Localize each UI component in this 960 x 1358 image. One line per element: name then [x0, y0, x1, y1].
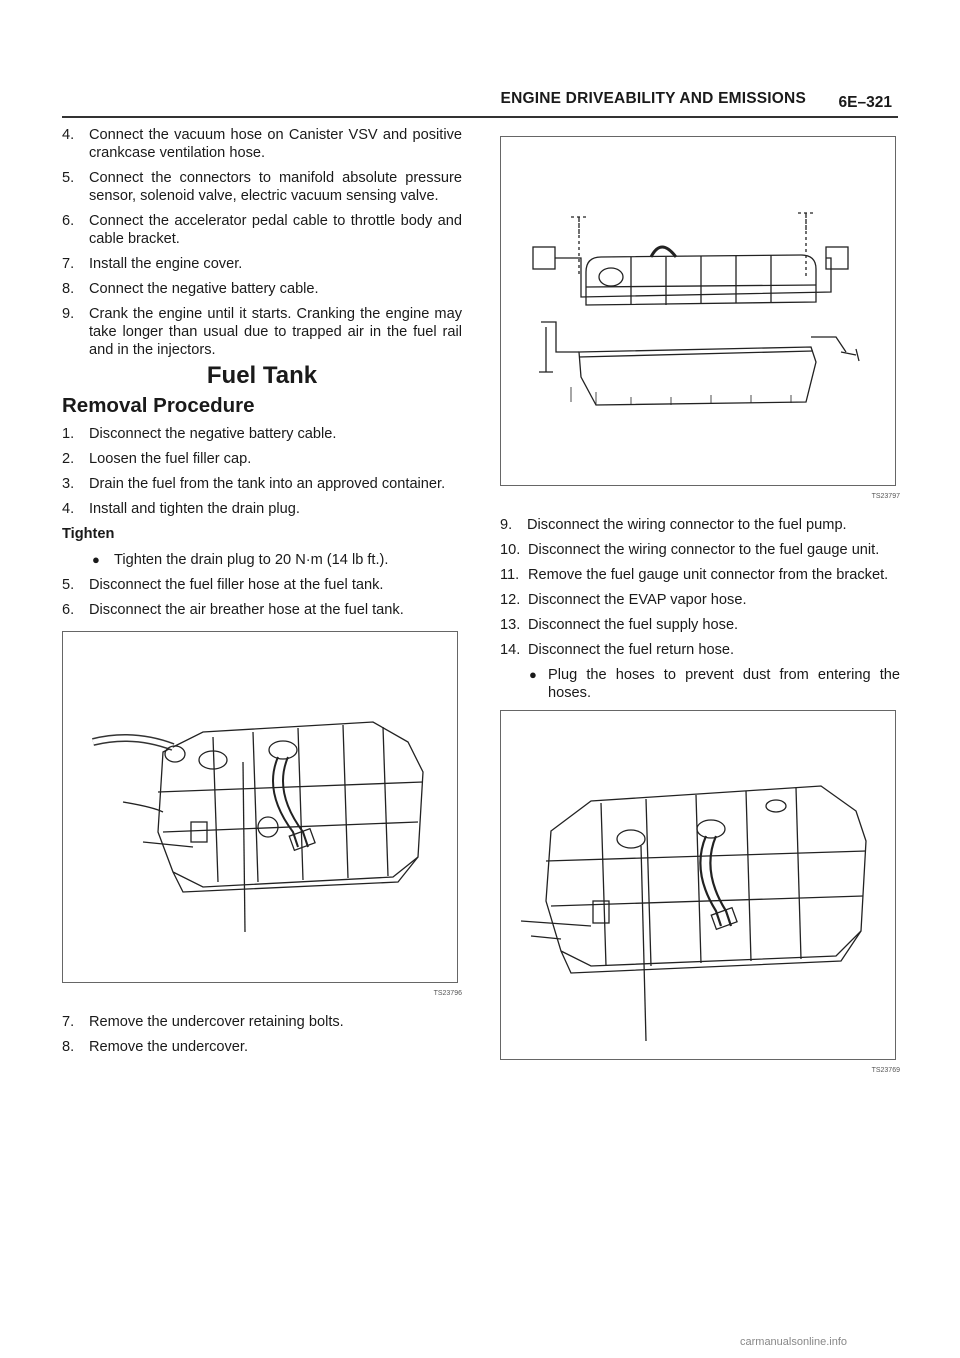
- step-text: Connect the vacuum hose on Canister VSV and positive crankcase ventilation hose.: [89, 127, 462, 161]
- step-item: [62, 576, 462, 594]
- step-item: [62, 126, 462, 162]
- bullet-icon: ●: [92, 552, 100, 567]
- figure2-caption: TS23769: [871, 1067, 900, 1074]
- step-text: Loosen the fuel filler cap.: [89, 451, 252, 467]
- step-text: Remove the fuel gauge unit connector from the bracket.: [528, 567, 889, 583]
- step-number: 14.: [500, 642, 521, 658]
- step-text: Remove the undercover.: [89, 1039, 248, 1055]
- step-item: [500, 566, 900, 584]
- step-number: 9.: [500, 517, 513, 533]
- fuel-tank-hoses-illustration: [500, 710, 896, 1060]
- step-text: Disconnect the wiring connector to the fuel pump.: [527, 517, 847, 533]
- step-number: 1.: [62, 426, 75, 442]
- plug-hoses-bullet: [500, 666, 900, 702]
- step-item: [62, 500, 462, 518]
- step-item: [62, 1013, 462, 1031]
- step-number: 7.: [62, 1014, 75, 1030]
- step-text: Remove the undercover retaining bolts.: [89, 1014, 344, 1030]
- step-number: 4.: [62, 127, 75, 143]
- step-text: Connect the connectors to manifold absolute pressure sensor, solenoid valve, electric vacuum sensing valve.: [89, 170, 462, 204]
- plug-hoses-text: Plug the hoses to prevent dust from entering the hoses.: [548, 667, 900, 701]
- step-number: 9.: [62, 306, 75, 322]
- step-item: [62, 425, 462, 443]
- step-item: [62, 475, 462, 493]
- step-number: 8.: [62, 1039, 75, 1055]
- step-item: [62, 212, 462, 248]
- step-text: Install the engine cover.: [89, 256, 243, 272]
- step-text: Disconnect the negative battery cable.: [89, 426, 337, 442]
- step-item: [62, 450, 462, 468]
- page-header: [62, 86, 898, 118]
- step-number: 3.: [62, 476, 75, 492]
- left-column: [62, 126, 462, 1063]
- removal-steps-c: [62, 1013, 462, 1056]
- step-item: [62, 1038, 462, 1056]
- step-text: Disconnect the fuel return hose.: [528, 642, 735, 658]
- intro-steps: [62, 126, 462, 359]
- step-number: 2.: [62, 451, 75, 467]
- step-item: [62, 255, 462, 273]
- step-text: Drain the fuel from the tank into an approved container.: [89, 476, 446, 492]
- step-text: Connect the negative battery cable.: [89, 281, 319, 297]
- step-item: [500, 616, 900, 634]
- step-text: Disconnect the fuel filler hose at the fuel tank.: [89, 577, 384, 593]
- step-number: 8.: [62, 281, 75, 297]
- step-number: 4.: [62, 501, 75, 517]
- step-text: Disconnect the fuel supply hose.: [528, 617, 739, 633]
- step-item: [500, 516, 900, 534]
- chapter-title: Fuel Tank: [206, 362, 318, 389]
- removal-steps-d: [500, 516, 900, 659]
- step-text: Disconnect the EVAP vapor hose.: [528, 592, 747, 608]
- figure-caption: TS23796: [433, 990, 462, 997]
- step-text: Connect the accelerator pedal cable to throttle body and cable bracket.: [89, 213, 462, 247]
- footer-watermark: carmanualsonline.info: [740, 1336, 848, 1348]
- page-number: 6E–321: [838, 94, 892, 111]
- right-column: [500, 126, 900, 1090]
- step-number: 5.: [62, 170, 75, 186]
- removal-steps-b: [62, 576, 462, 619]
- step-number: 10.: [500, 542, 521, 558]
- undercover-drawing: [501, 137, 895, 485]
- figure1-caption: TS23797: [871, 493, 900, 500]
- step-item: [500, 641, 900, 659]
- tighten-label: Tighten: [62, 526, 115, 542]
- fuel-tank-hoses-drawing: [501, 711, 895, 1059]
- step-number: 6.: [62, 213, 75, 229]
- undercover-illustration: [500, 136, 896, 486]
- fuel-tank-drawing: [63, 632, 457, 982]
- fuel-tank-illustration: [62, 631, 458, 983]
- step-item: [62, 305, 462, 359]
- step-number: 5.: [62, 577, 75, 593]
- step-number: 12.: [500, 592, 521, 608]
- procedure-title: Removal Procedure: [62, 394, 255, 417]
- step-number: 6.: [62, 602, 75, 618]
- step-item: [62, 169, 462, 205]
- section-title: ENGINE DRIVEABILITY AND EMISSIONS: [500, 90, 806, 107]
- step-text: Install and tighten the drain plug.: [89, 501, 300, 517]
- tighten-bullet: [62, 551, 462, 569]
- step-number: 11.: [500, 567, 520, 583]
- step-text: Disconnect the wiring connector to the fuel gauge unit.: [528, 542, 880, 558]
- removal-steps-a: [62, 425, 462, 518]
- step-item: [62, 280, 462, 298]
- step-number: 13.: [500, 617, 521, 633]
- step-text: Crank the engine until it starts. Cranking the engine may take longer than usual due to trapped air in the fuel rail and in the injectors.: [89, 306, 462, 358]
- step-item: [500, 541, 900, 559]
- tighten-text: Tighten the drain plug to 20 N·m (14 lb ft.).: [114, 552, 389, 568]
- step-item: [62, 601, 462, 619]
- step-item: [500, 591, 900, 609]
- step-number: 7.: [62, 256, 75, 272]
- step-text: Disconnect the air breather hose at the fuel tank.: [89, 602, 404, 618]
- bullet-icon: ●: [529, 667, 537, 682]
